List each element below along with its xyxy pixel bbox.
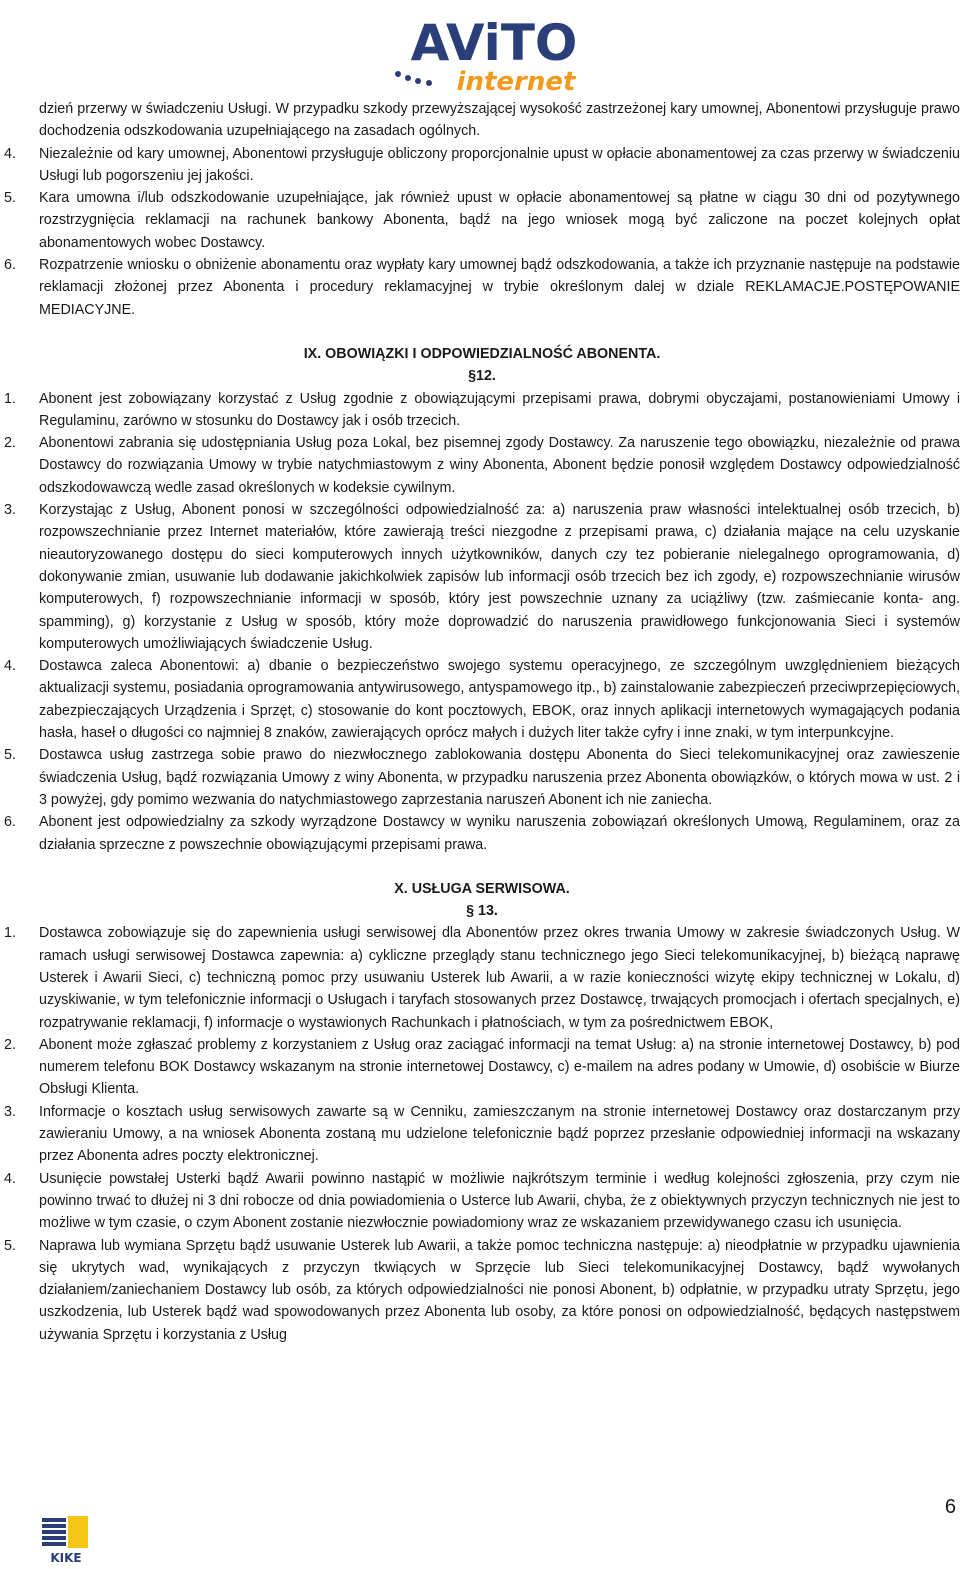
logo-graphic bbox=[386, 14, 602, 94]
document-body bbox=[4, 98, 960, 1346]
item-number: 3. bbox=[4, 1103, 16, 1120]
logo-word: AViTO bbox=[410, 14, 578, 72]
logo-subtitle: internet bbox=[456, 67, 576, 94]
list-item bbox=[4, 655, 960, 744]
list-item bbox=[4, 1235, 960, 1346]
item-number: 5. bbox=[4, 190, 16, 207]
item-text: Naprawa lub wymiana Sprzętu bądź usuwanie Usterek lub Awarii, a także pomoc techniczna następuje: a) nieodpłatnie w przypadku ujawnienia się ukrytych wad, wynikających z przyczyn tkwiących w Sprzęcie lub Sieci telekomunikacyjnej Dostawcy, bądź wywołanych działaniem/zaniechaniem Dostawcy lub osób, za których odpowiedzialności nie ponosi Abonent, b) odpłatnie, w przypadku utraty Sprzętu, jego uszkodzenia, lub Usterek bądź wad spowodowanych przez Abonenta lub osoby, za które ponosi on odpowiedzialność, będących następstwem używania Sprzętu i korzystania z Usług bbox=[39, 1237, 960, 1343]
item-text: Dostawca usług zastrzega sobie prawo do niezwłocznego zablokowania dostępu Abonenta do Sieci telekomunikacyjnej oraz zawieszenie świadczenia Usług, bądź rozwiązania Umowy z winy Abonenta, w przypadku naruszenia przez Abonenta obowiązków, o których mowa w ust. 2 i 3 powyżej, gdy pomimo wezwania do natychmiastowego zaprzestania naruszeń Abonent ich nie zaniecha. bbox=[39, 747, 960, 808]
item-number: 4. bbox=[4, 1170, 16, 1187]
list-item bbox=[4, 811, 960, 856]
list-item bbox=[4, 744, 960, 811]
page-number: 6 bbox=[944, 1496, 956, 1518]
avito-internet-logo bbox=[386, 14, 602, 94]
item-text: Kara umowna i/lub odszkodowanie uzupełniające, jak również upust w opłacie abonamentowej są płatne w ciągu 30 dni od pozytywnego rozstrzygnięcia reklamacji na rachunek bankowy Abonenta, bądź na jego wniosek mogą być zaliczone na poczet kolejnych opłat abonamentowych wobec Dostawcy. bbox=[39, 190, 960, 251]
section-x-paragraph-mark: § 13. bbox=[466, 903, 498, 920]
item-number: 1. bbox=[4, 925, 16, 942]
item-text: Dostawca zobowiązuje się do zapewnienia usługi serwisowej dla Abonentów przez okres trwania Umowy w zakresie świadczonych Usług. W ramach usługi serwisowej Dostawca zapewnia: a) cykliczne przeglądy stanu technicznego jego Sieci telekomunikacyjnej, b) bieżącą naprawę Usterek i Awarii Sieci, c) techniczną pomoc przy usuwaniu Usterek lub Awarii, a w razie konieczności wizytę ekipy technicznej w Lokalu, d) uzyskiwanie, w tym telefonicznie informacji o Usługach i taryfach stosowanych przez Dostawcę, trwających promocjach i ofertach specjalnych, e) rozpatrywanie reklamacji, f) informacje o wystawionych Rachunkach i płatnościach, w tym za pośrednictwem EBOK, bbox=[39, 925, 960, 1031]
section-x-title: X. USŁUGA SERWISOWA. bbox=[394, 880, 570, 897]
section-ix-title: IX. OBOWIĄZKI I ODPOWIEDZIALNOŚĆ ABONENTA. bbox=[303, 345, 661, 362]
item-number: 2. bbox=[4, 1036, 16, 1053]
item-text: Niezależnie od kary umownej, Abonentowi przysługuje obliczony proporcjonalnie upust w opłacie abonamentowej za czas przerwy w świadczeniu Usługi lub pogorszeniu jej jakości. bbox=[39, 145, 960, 184]
item-number: 3. bbox=[4, 502, 16, 519]
item-text: Abonentowi zabrania się udostępniania Usług poza Lokal, bez pisemnej zgody Dostawcy. Za naruszenie tego obowiązku, niezależnie od prawa Dostawcy do rozwiązania Umowy w trybie natychmiastowym z winy Abonenta, Abonent będzie ponosił względem Dostawcy odpowiedzialność odszkodowawczą wedle zasad określonych w kodeksie cywilnym. bbox=[39, 435, 960, 496]
list-item bbox=[4, 1168, 960, 1235]
item-text: Dostawca zaleca Abonentowi: a) dbanie o bezpieczeństwo swojego systemu operacyjnego, ze szczególnym uwzględnieniem bieżących aktualizacji systemu, posiadania oprogramowania antywirusowego, antyspamowego itp., b) zainstalowanie zabezpieczeń przeciwprzepięciowych, zabezpieczających Urządzenia i Sprzęt, c) stosowanie do kont pocztowych, EBOK, oraz innych aplikacji internetowych wymagających podania hasła, haseł o długości co najmniej 8 znaków, zawierających oprócz małych i dużych liter także cyfry i inne znaki, w tym interpunkcyjne. bbox=[39, 658, 960, 742]
list-item bbox=[4, 187, 960, 254]
item-number: 4. bbox=[4, 658, 16, 675]
list-item bbox=[4, 432, 960, 499]
section-ix-paragraph-mark: §12. bbox=[468, 368, 496, 385]
list-item bbox=[4, 143, 960, 188]
item-number: 6. bbox=[4, 814, 16, 831]
item-number: 1. bbox=[4, 390, 16, 407]
item-number: 2. bbox=[4, 435, 16, 452]
item-number: 5. bbox=[4, 747, 16, 764]
item-text: Usunięcie powstałej Usterki bądź Awarii powinno nastąpić w możliwie najkrótszym terminie i według kolejności zgłoszenia, przy czym nie powinno trwać to dłużej ni 3 dni robocze od dnia powiadomienia o Usterce lub Awarii, chyba, że z obiektywnych przyczyn technicznych nie jest to możliwe w tym czasie, o czym Abonent zostanie niezwłocznie powiadomiony wraz ze wskazaniem przewidywanego czasu ich usunięcia. bbox=[39, 1170, 960, 1232]
item-number: 5. bbox=[4, 1237, 16, 1254]
kike-logo-text: KIKE bbox=[50, 1551, 82, 1564]
kike-logo-graphic bbox=[40, 1512, 94, 1564]
list-item bbox=[4, 922, 960, 1033]
item-number: 6. bbox=[4, 257, 16, 274]
list-item bbox=[4, 1034, 960, 1101]
list-item bbox=[4, 388, 960, 433]
item-text: Rozpatrzenie wniosku o obniżenie abonamentu oraz wypłaty kary umownej bądź odszkodowania, a także ich przyznanie następuje na podstawie reklamacji złożonej przez Abonenta i procedury reklamacyjnej w trybie określonym dalej w dziale REKLAMACJE.POSTĘPOWANIE MEDIACYJNE. bbox=[39, 257, 960, 318]
item-text: Abonent jest odpowiedzialny za szkody wyrządzone Dostawcy w wyniku naruszenia zobowiązań określonych Umową, Regulaminem, oraz za działania sprzeczne z powszechnie obowiązującymi przepisami prawa. bbox=[39, 814, 960, 853]
list-item bbox=[4, 499, 960, 655]
continuation-paragraph: dzień przerwy w świadczeniu Usługi. W przypadku szkody przewyższającej wysokość zastrzeżonej kary umownej, Abonentowi przysługuje prawo dochodzenia odszkodowania uzupełniającego na zasadach ogólnych. bbox=[39, 101, 960, 140]
item-text: Informacje o kosztach usług serwisowych zawarte są w Cenniku, zamieszczanym na stronie internetowej Dostawcy oraz dostarczanym przy zawieraniu Umowy, a na wniosek Abonenta zostaną mu udzielone telefonicznie bądź poprzez przesłanie odpowiedniej informacji na wskazany przez Abonenta adres poczty elektronicznej. bbox=[39, 1103, 960, 1165]
list-item bbox=[4, 254, 960, 321]
item-text: Korzystając z Usług, Abonent ponosi w szczególności odpowiedzialność za: a) naruszenia praw własności intelektualnej osób trzecich, b) rozpowszechnianie przez Internet materiałów, które zawierają treści niezgodne z przepisami prawa, c) działania mające na celu uzyskanie nieautoryzowanego dostępu do sieci komputerowych innych użytkowników, danych czy tez pobieranie nielegalnego oprogramowania, d) dokonywanie zmian, usuwanie lub dodawanie jakichkolwiek zapisów lub informacji osób trzecich bez ich zgody, e) rozpowszechnianie wirusów komputerowych, f) rozpowszechnianie informacji w sposób, który jest powszechnie uznany za uciążliwy (tzw. zaśmiecanie konta- ang. spamming), g) korzystanie z Usług w sposób, który może doprowadzić do naruszenia prawidłowego funkcjonowania Sieci i systemów komputerowych umożliwiających świadczenie Usług. bbox=[39, 502, 960, 652]
kike-logo bbox=[40, 1512, 94, 1564]
item-number: 4. bbox=[4, 145, 16, 162]
list-item bbox=[4, 1101, 960, 1168]
item-text: Abonent może zgłaszać problemy z korzystaniem z Usług oraz zaciągać informacji na temat Usług: a) na stronie internetowej Dostawcy, b) pod numerem telefonu BOK Dostawcy wskazanym na stronie internetowej Dostawcy, c) e-mailem na adres podany w Umowie, d) osobiście w Biurze Obsługi Klienta. bbox=[39, 1036, 960, 1098]
item-text: Abonent jest zobowiązany korzystać z Usług zgodnie z obowiązującymi przepisami prawa, dobrymi obyczajami, postanowieniami Umowy i Regulaminu, zarówno w stosunku do Dostawcy jak i osób trzecich. bbox=[39, 390, 960, 429]
